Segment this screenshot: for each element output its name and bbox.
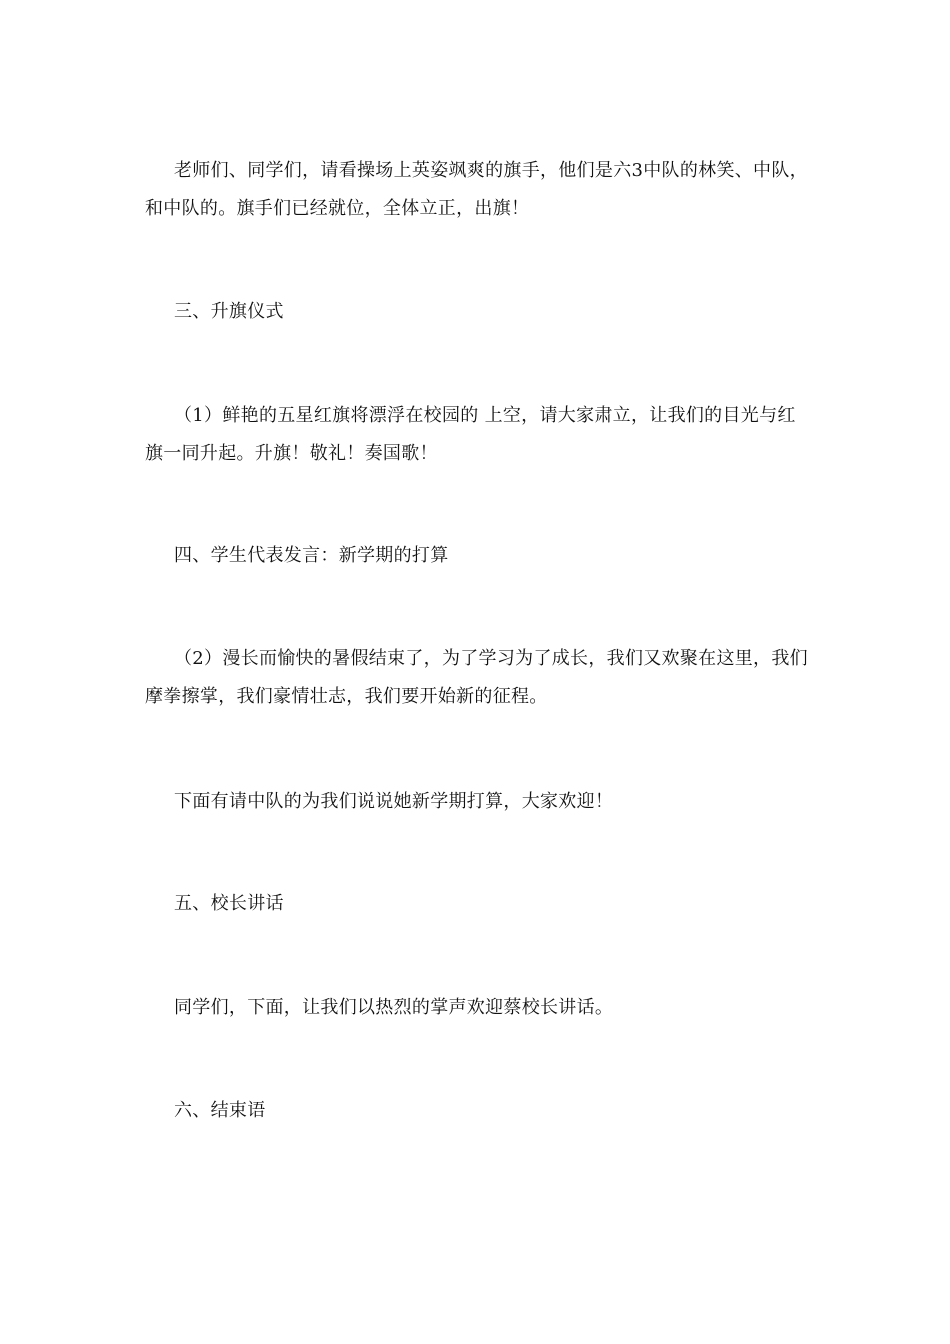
heading-flag-raising: 三、升旗仪式: [174, 301, 284, 322]
heading-student-speech: 四、学生代表发言：新学期的打算: [174, 545, 449, 566]
heading-closing: 六、结束语: [174, 1100, 266, 1121]
paragraph-summer-ended: （2）漫长而愉快的暑假结束了，为了学习为了成长，我们又欢聚在这里，我们摩拳擦掌，我们豪情壮志，我们要开始新的征程。: [145, 648, 808, 707]
paragraph-flag-bearers: 老师们、同学们，请看操场上英姿飒爽的旗手，他们是六3中队的林笑、中队，和中队的。旗手们已经就位，全体立正，出旗！: [145, 160, 808, 219]
paragraph-invite-speaker: 下面有请中队的为我们说说她新学期打算，大家欢迎！: [174, 791, 614, 812]
paragraph-raise-flag: （1）鲜艳的五星红旗将漂浮在校园的 上空，请大家肃立，让我们的目光与红旗一同升起。升旗！敬礼！奏国歌！: [145, 405, 796, 464]
heading-principal-speech: 五、校长讲话: [174, 893, 284, 914]
paragraph-welcome-principal: 同学们，下面，让我们以热烈的掌声欢迎蔡校长讲话。: [174, 997, 614, 1018]
